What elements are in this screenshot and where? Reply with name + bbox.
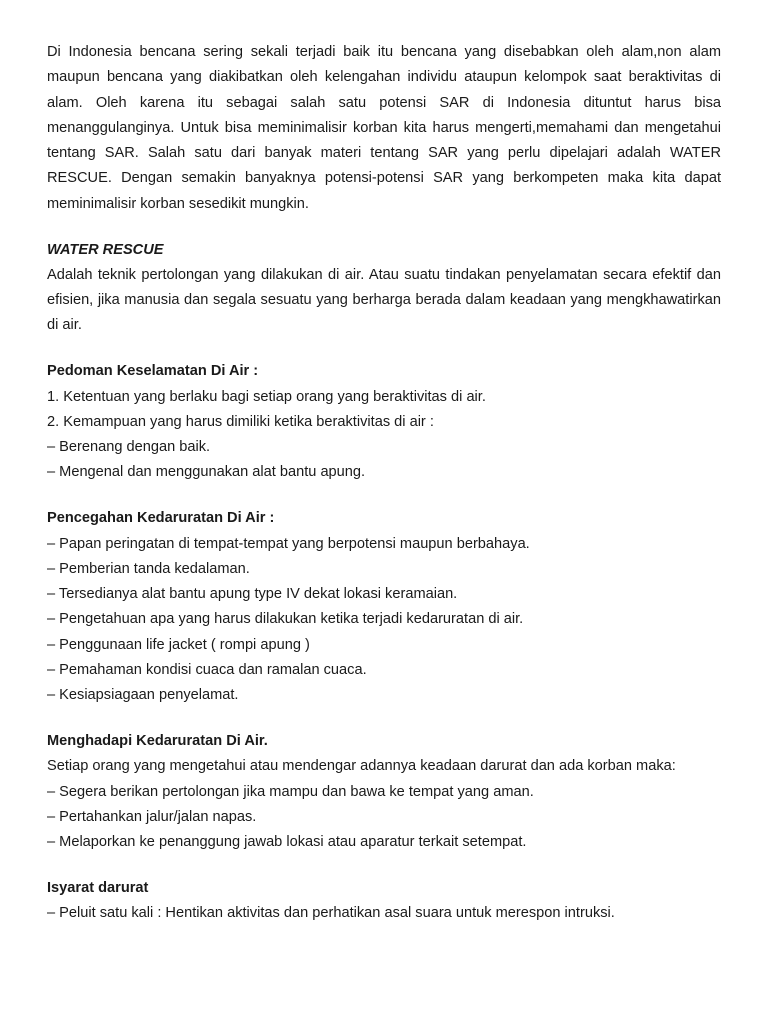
list-item: – Tersedianya alat bantu apung type IV dekat lokasi keramaian. [47, 586, 458, 603]
list-item: 1. Ketentuan yang berlaku bagi setiap orang yang beraktivitas di air. [47, 388, 486, 405]
menghadapi-heading: Menghadapi Kedaruratan Di Air. [47, 733, 268, 750]
isyarat-section [47, 876, 721, 927]
pencegahan-section [47, 506, 721, 708]
water-rescue-paragraph: Adalah teknik pertolongan yang dilakukan di air. Atau suatu tindakan penyelamatan secara efektif dan efisien, jika manusia dan segala sesuatu yang berharga berada dalam keadaan yang mengkhawatirkan di air. [47, 266, 721, 334]
spacer [47, 217, 721, 238]
spacer [47, 856, 721, 877]
intro-paragraph: Di Indonesia bencana sering sekali terjadi baik itu bencana yang disebabkan oleh alam,non alam maupun bencana yang diakibatkan oleh kelengahan individu ataupun kelompok saat beraktivitas di alam. Oleh karena itu sebagai salah satu potensi SAR di Indonesia dituntut harus bisa menanggulanginya. Untuk bisa meminimalisir korban kita harus mengerti,memahami dan mengetahui tentang SAR. Salah satu dari banyak materi tentang SAR yang perlu dipelajari adalah WATER RESCUE. Dengan semakin banyaknya potensi-potensi SAR yang berkompeten maka kita dapat meminimalisir korban sesedikit mungkin. [47, 44, 721, 212]
list-item: – Papan peringatan di tempat-tempat yang berpotensi maupun berbahaya. [47, 535, 530, 552]
list-item: – Berenang dengan baik. [47, 439, 211, 456]
list-item: – Kesiapsiagaan penyelamat. [47, 687, 239, 704]
list-item: – Melaporkan ke penanggung jawab lokasi atau aparatur terkait setempat. [47, 834, 527, 851]
water-rescue-section [47, 238, 721, 339]
pedoman-section [47, 359, 721, 485]
list-item: – Pemberian tanda kedalaman. [47, 560, 250, 577]
spacer [47, 486, 721, 507]
spacer [47, 709, 721, 730]
water-rescue-heading: WATER RESCUE [47, 241, 164, 258]
pencegahan-heading: Pencegahan Kedaruratan Di Air : [47, 510, 275, 527]
list-item: – Segera berikan pertolongan jika mampu dan bawa ke tempat yang aman. [47, 783, 534, 800]
list-item: – Mengenal dan menggunakan alat bantu apung. [47, 464, 366, 481]
list-item: – Pertahankan jalur/jalan napas. [47, 809, 257, 826]
list-item: – Peluit satu kali : Hentikan aktivitas dan perhatikan asal suara untuk merespon intruksi. [47, 905, 615, 922]
list-item: – Pengetahuan apa yang harus dilakukan ketika terjadi kedaruratan di air. [47, 611, 524, 628]
menghadapi-section [47, 729, 721, 855]
list-item: 2. Kemampuan yang harus dimiliki ketika beraktivitas di air : [47, 413, 434, 430]
list-item: – Pemahaman kondisi cuaca dan ramalan cuaca. [47, 662, 367, 679]
pedoman-heading: Pedoman Keselamatan Di Air : [47, 363, 259, 380]
list-item: – Penggunaan life jacket ( rompi apung ) [47, 636, 310, 653]
spacer [47, 339, 721, 360]
list-item: Setiap orang yang mengetahui atau mendengar adannya keadaan darurat dan ada korban maka: [47, 758, 676, 775]
isyarat-heading: Isyarat darurat [47, 880, 149, 897]
